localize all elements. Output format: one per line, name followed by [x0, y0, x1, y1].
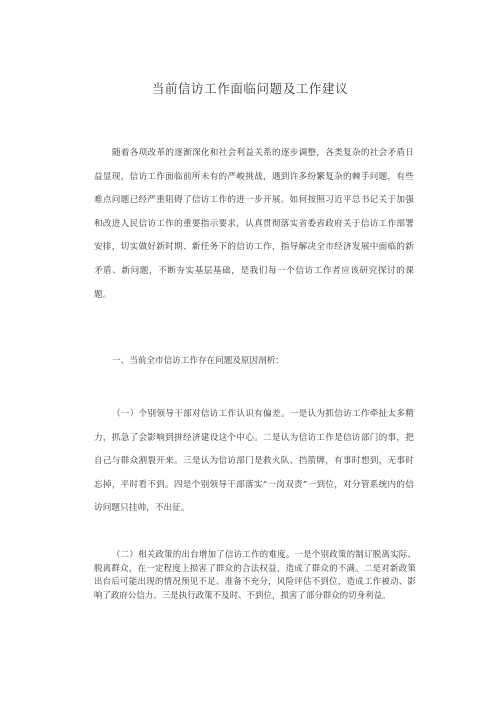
body-paragraph-1: （一）个别领导干部对信访工作认识有偏差。一是认为抓信访工作牵扯太多精力，抓急了会影响到拼经济建设这个中心。二是认为信访工作是信访部门的事，把自己与群众割裂开来。三是认为信访部门是救火队、挡箭牌，有事时想到，无事时忘掉，平时看不到。四是个别领导干部落实“一岗双责”一到位，对分管系统内的信访问题只挂帅，不出征。 [94, 409, 414, 514]
section-heading: 一、当前全市信访工作存在问题及原因剖析： [112, 356, 284, 366]
document-title: 当前信访工作面临问题及工作建议 [151, 81, 349, 96]
intro-paragraph: 随着各项改革的逐渐深化和社会利益关系的逐步调整，各类复杂的社会矛盾日益显现，信访工作面临前所未有的严峻挑战，遇到许多纷繁复杂的棘手问题，有些难点问题已经严重阻碍了信访工作的进一步开展。如何按照习近平总书记关于加强和改进人民信访工作的重要指示要求，认真贯彻落实省委省政府关于信访工作部署安排，切实做好新时期、新任务下的信访工作，指导解决全市经济发展中面临的新矛盾、新问题，不断夯实基层基础，是我们每一个信访工作者应该研究探讨的课题。 [94, 148, 414, 300]
body-paragraph-2: （二）相关政策的出台增加了信访工作的难度。一是个别政策的制订脱离实际、脱离群众，在一定程度上损害了群众的合法权益，造成了群众的不满。二是对新政策出台后可能出现的情况预见不足、准备不充分，风险评估不到位，造成工作被动、影响了政府公信力。三是执行政策不及时、不到位，损害了部分群众的切身利益。 [94, 549, 416, 600]
